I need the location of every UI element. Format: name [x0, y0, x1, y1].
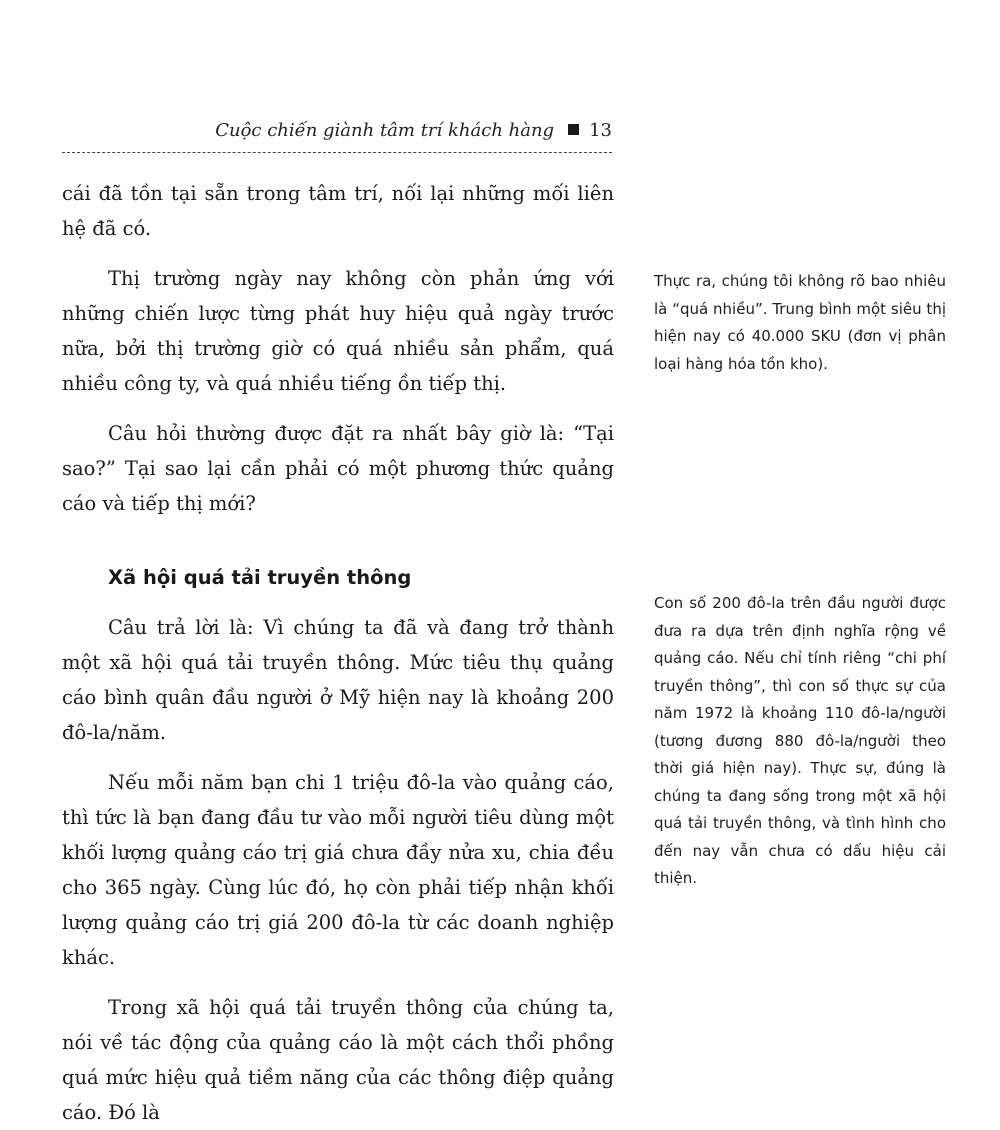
paragraph: Câu trả lời là: Vì chúng ta đã và đang trở thành một xã hội quá tải truyền thông. Mức tiêu thụ quảng cáo bình quân đầu người ở Mỹ hiện nay là khoảng 200 đô-la/năm. [62, 616, 614, 744]
square-bullet-icon [568, 124, 579, 135]
running-title: Cuộc chiến giành tâm trí khách hàng [215, 120, 555, 141]
main-text-column [62, 176, 614, 1130]
side-note: Thực ra, chúng tôi không rõ bao nhiêu là “quá nhiều”. Trung bình một siêu thị hiện nay có 40.000 SKU (đơn vị phân loại hàng hóa tồn kho). [654, 272, 946, 373]
paragraph: Nếu mỗi năm bạn chi 1 triệu đô-la vào quảng cáo, thì tức là bạn đang đầu tư vào mỗi người tiêu dùng một khối lượng quảng cáo trị giá chưa đầy nửa xu, chia đều cho 365 ngày. Cùng lúc đó, họ còn phải tiếp nhận khối lượng quảng cáo trị giá 200 đô-la từ các doanh nghiệp khác. [62, 771, 614, 969]
page-number: 13 [589, 120, 612, 141]
header-dashed-rule [62, 152, 612, 153]
paragraph: Trong xã hội quá tải truyền thông của chúng ta, nói về tác động của quảng cáo là một cách thổi phồng quá mức hiệu quả tiềm năng của các thông điệp quảng cáo. Đó là [62, 996, 614, 1124]
side-note: Con số 200 đô-la trên đầu người được đưa ra dựa trên định nghĩa rộng về quảng cáo. Nếu chỉ tính riêng “chi phí truyền thông”, thì con số thực sự của năm 1972 là khoảng 110 đô-la/người (tương đương 880 đô-la/người theo thời giá hiện nay). Thực sự, đúng là chúng ta đang sống trong một xã hội quá tải truyền thông, và tình hình cho đến nay vẫn chưa có dấu hiệu cải thiện. [654, 594, 946, 887]
paragraph: Thị trường ngày nay không còn phản ứng với những chiến lược từng phát huy hiệu quả ngày trước nữa, bởi thị trường giờ có quá nhiều sản phẩm, quá nhiều công ty, và quá nhiều tiếng ồn tiếp thị. [62, 267, 614, 395]
paragraph: cái đã tồn tại sẵn trong tâm trí, nối lại những mối liên hệ đã có. [62, 182, 614, 240]
section-heading: Xã hội quá tải truyền thông [108, 566, 412, 589]
running-header [62, 120, 612, 141]
paragraph: Câu hỏi thường được đặt ra nhất bây giờ là: “Tại sao?” Tại sao lại cần phải có một phương thức quảng cáo và tiếp thị mới? [62, 422, 614, 515]
